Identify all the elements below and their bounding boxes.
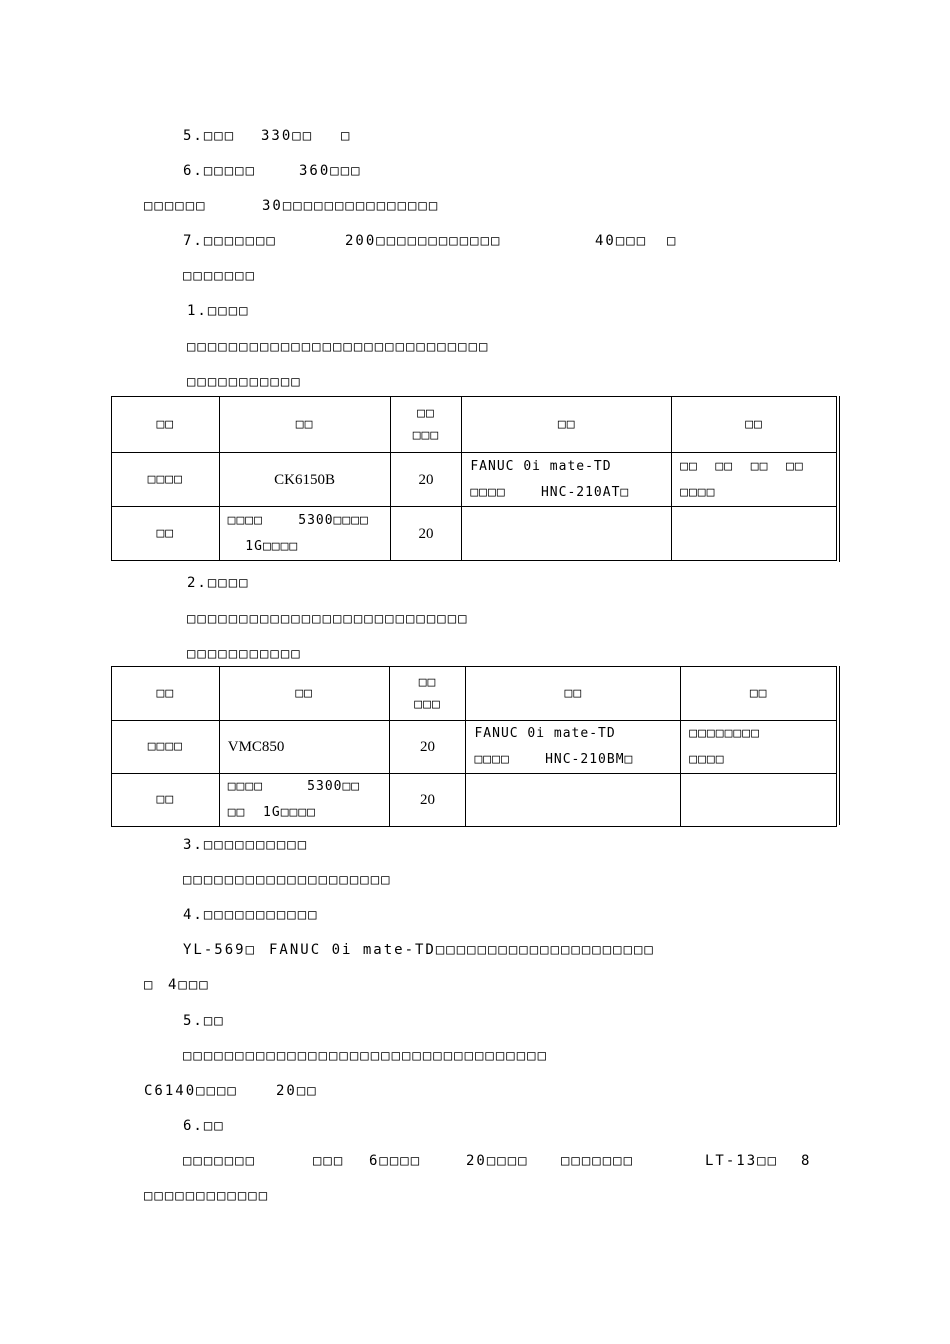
paragraph: YL-569□ FANUC 0i mate-TD□□□□□□□□□□□□□□□□□□□□□ — [183, 942, 655, 958]
paragraph: C6140□□□□ 20□□ — [144, 1083, 318, 1099]
subsection-title: 1.□□□□ — [187, 303, 250, 319]
table-header-cell: □□ — [462, 397, 672, 453]
table-cell — [672, 507, 837, 561]
paragraph: □□□□□□□□□□□□□□□□□□□□□□□□□□□ — [187, 611, 469, 627]
table-header-cell: □□ — [112, 667, 220, 721]
text-line: 6.□□□□□ 360□□□ — [183, 163, 362, 179]
subsection-title: 3.□□□□□□□□□□ — [183, 837, 309, 853]
table-cell — [681, 774, 837, 827]
equipment-table-1 — [111, 396, 837, 561]
table-row — [112, 453, 837, 507]
table-cell — [466, 774, 681, 827]
text-line: 5.□□□ 330□□ □ — [183, 128, 352, 144]
table-cell: □□□□ — [112, 453, 220, 507]
table-cell: □□ — [112, 774, 220, 827]
table-header-cell: □□ □□□ — [389, 667, 466, 721]
table-header-cell: □□ □□□ — [390, 397, 462, 453]
table-cell: CK6150B — [219, 453, 390, 507]
table-cell: □□□□ 5300□□ □□ 1G□□□□ — [219, 774, 389, 827]
table-cell: 20 — [389, 721, 466, 774]
table-cell: 20 — [390, 453, 462, 507]
table-edge-rule — [839, 666, 840, 825]
text-line: □□□□□□ 30□□□□□□□□□□□□□□□ — [144, 198, 440, 214]
table-cell: □□ — [112, 507, 220, 561]
table-caption: □□□□□□□□□□□ — [187, 646, 302, 662]
paragraph: □□□□□□□ □□□ 6□□□□ 20□□□□ □□□□□□□ LT-13□□ 8 — [183, 1153, 812, 1169]
table-header-cell: □□ — [672, 397, 837, 453]
table-header-cell: □□ — [219, 667, 389, 721]
table-caption: □□□□□□□□□□□ — [187, 374, 302, 390]
table-cell: 20 — [389, 774, 466, 827]
subsection-title: 5.□□ — [183, 1013, 225, 1029]
table-cell: □□□□ 5300□□□□ 1G□□□□ — [219, 507, 390, 561]
paragraph: □□□□□□□□□□□□□□□□□□□□ — [183, 872, 392, 888]
subsection-title: 6.□□ — [183, 1118, 225, 1134]
table-row — [112, 774, 837, 827]
paragraph: □□□□□□□□□□□□ — [144, 1188, 270, 1204]
table-cell — [462, 507, 672, 561]
paragraph: □ 4□□□ — [144, 977, 210, 993]
equipment-table-2 — [111, 666, 837, 827]
table-header-cell: □□ — [466, 667, 681, 721]
section-heading: □□□□□□□ — [183, 268, 257, 284]
table-cell: FANUC 0i mate-TD □□□□ HNC-210AT□ — [462, 453, 672, 507]
paragraph: □□□□□□□□□□□□□□□□□□□□□□□□□□□□□□□□□□□ — [183, 1048, 549, 1064]
table-cell: □□ □□ □□ □□ □□□□ — [672, 453, 837, 507]
table-row — [112, 507, 837, 561]
paragraph: □□□□□□□□□□□□□□□□□□□□□□□□□□□□□ — [187, 339, 490, 355]
subsection-title: 4.□□□□□□□□□□□ — [183, 907, 319, 923]
subsection-title: 2.□□□□ — [187, 575, 250, 591]
table-cell: □□□□□□□□ □□□□ — [681, 721, 837, 774]
table-edge-rule — [839, 396, 840, 562]
table-cell: 20 — [390, 507, 462, 561]
table-cell: □□□□ — [112, 721, 220, 774]
table-header-cell: □□ — [112, 397, 220, 453]
table-header-cell: □□ — [219, 397, 390, 453]
table-cell: FANUC 0i mate-TD □□□□ HNC-210BM□ — [466, 721, 681, 774]
table-row — [112, 721, 837, 774]
table-cell: VMC850 — [219, 721, 389, 774]
table-header-cell: □□ — [681, 667, 837, 721]
text-line: 7.□□□□□□□ 200□□□□□□□□□□□□ 40□□□ □ — [183, 233, 678, 249]
